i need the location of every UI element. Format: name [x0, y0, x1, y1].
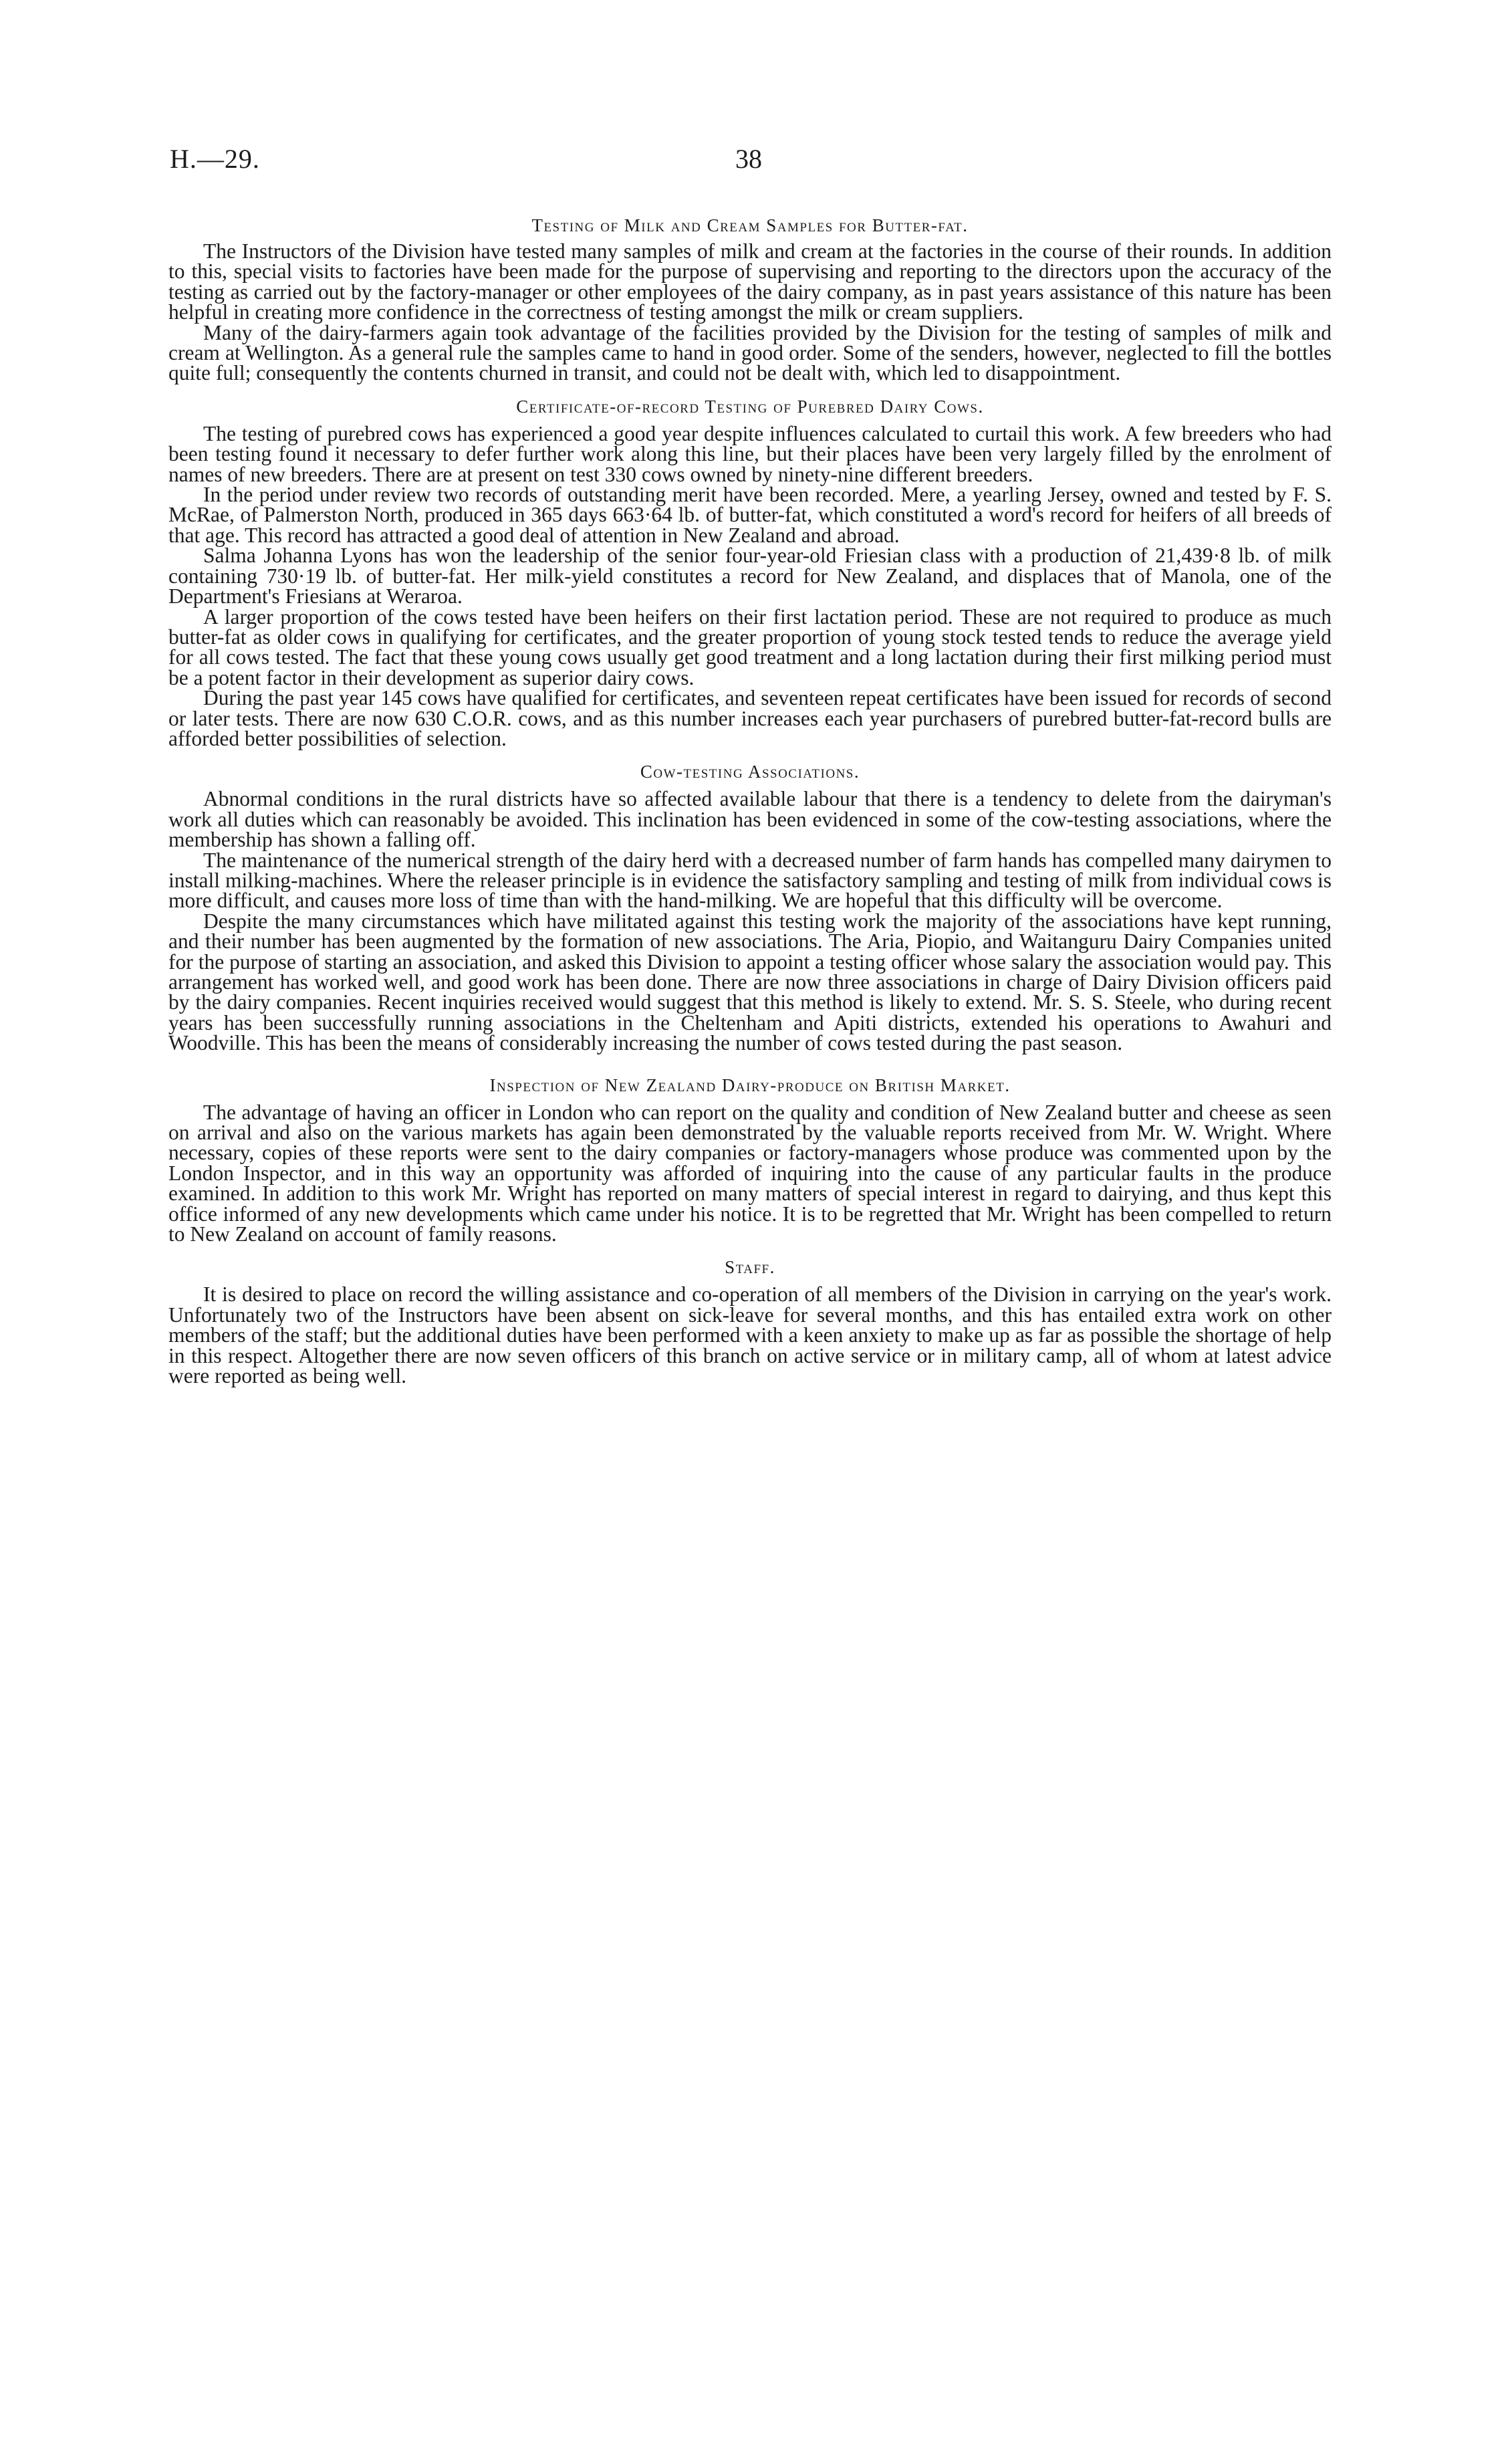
report-reference: H.—29. [170, 144, 260, 174]
section-heading-staff: Staff. [725, 1257, 775, 1278]
section-heading-inspection-british-market: Inspection of New Zealand Dairy-produce on British Market. [489, 1075, 1011, 1095]
paragraph: The advantage of having an officer in London who can report on the quality and condition of New Zealand butter and cheese as seen on arrival and also on the various markets has again been demonstrated by the valuable reports received from Mr. W. Wright. Where necessary, copies of these reports were sent to the dairy companies or factory-managers whose produce was commented upon by the London Inspector, and in this way an opportunity was afforded of inquiring into the cause of any particular faults in the produce examined. In addition to this work Mr. Wright has reported on many matters of special interest in regard to dairying, and thus kept this office informed of any new developments which came under his notice. It is to be regretted that Mr. Wright has been compelled to return to New Zealand on account of family reasons. [168, 1100, 1332, 1246]
paragraph: In the period under review two records of outstanding merit have been recorded. Mere, a yearling Jersey, owned and tested by F. S. McRae, of Palmerston North, produced in 365 days 663·64 lb. of butter-fat, which constituted a word's record for heifers of all breeds of that age. This record has attracted a good deal of attention in New Zealand and abroad. [168, 483, 1332, 547]
paragraph: Despite the many circumstances which have militated against this testing work the majority of the associations have kept running, and their number has been augmented by the formation of new associations. The Aria, Piopio, and Waitanguru Dairy Companies united for the purpose of starting an association, and asked this Division to appoint a testing officer whose salary the association would pay. This arrangement has worked well, and good work has been done. There are now three associations in charge of Dairy Division officers paid by the dairy companies. Recent inquiries received would suggest that this method is likely to extend. Mr. S. S. Steele, who during recent years has been successfully running associations in the Cheltenham and Apiti districts, extended his operations to Awahuri and Woodville. This has been the means of considerably increasing the number of cows tested during the past season. [168, 909, 1332, 1055]
paragraph: The testing of purebred cows has experienced a good year despite influences calculated to curtail this work. A few breeders who had been testing found it necessary to defer further work along this line, but their places have been very largely filled by the enrolment of names of new breeders. There are at present on test 330 cows owned by ninety-nine different breeders. [168, 421, 1332, 486]
paragraph: It is desired to place on record the willing assistance and co-operation of all members of the Division in carrying on the year's work. Unfortunately two of the Instructors have been absent on sick-leave for several months, and this has entailed extra work on other members of the staff; but the additional duties have been performed with a keen anxiety to make up as far as possible the shortage of help in this respect. Altogether there are now seven officers of this branch on active service or in military camp, all of whom at latest advice were reported as being well. [168, 1282, 1332, 1388]
section-heading-testing-samples: Testing of Milk and Cream Samples for Butter-fat. [531, 215, 969, 235]
paragraph: Many of the dairy-farmers again took advantage of the facilities provided by the Division for the testing of samples of milk and cream at Wellington. As a general rule the samples came to hand in good order. Some of the senders, however, neglected to fill the bottles quite full; consequently the contents churned in transit, and could not be dealt with, which led to disappointment. [168, 320, 1332, 385]
paragraph: A larger proportion of the cows tested have been heifers on their first lactation period. These are not required to produce as much butter-fat as older cows in qualifying for certificates, and the greater proportion of young stock tested tends to reduce the average yield for all cows tested. The fact that these young cows usually get good treatment and a long lactation during their first milking period must be a potent factor in their development as superior dairy cows. [168, 604, 1332, 689]
section-heading-cow-testing-associations: Cow-testing Associations. [640, 762, 860, 782]
paragraph: The Instructors of the Division have tested many samples of milk and cream at the factories in the course of their rounds. In addition to this, special visits to factories have been made for the purpose of supervising and reporting to the directors upon the accuracy of the testing as carried out by the factory-manager or other employees of the dairy company, as in past years assistance of this nature has been helpful in creating more confidence in the correctness of testing amongst the milk or cream suppliers. [168, 239, 1332, 324]
page-number: 38 [735, 144, 762, 174]
paragraph: Abnormal conditions in the rural districts have so affected available labour that there is a tendency to delete from the dairyman's work all duties which can reasonably be avoided. This inclination has been evidenced in some of the cow-testing associations, where the membership has shown a falling off. [168, 787, 1332, 852]
paragraph: Salma Johanna Lyons has won the leadership of the senior four-year-old Friesian class with a production of 21,439·8 lb. of milk containing 730·19 lb. of butter-fat. Her milk-yield constitutes a record for New Zealand, and displaces that of Manola, one of the Department's Friesians at Weraroa. [168, 544, 1332, 608]
body-text [168, 215, 1332, 1387]
paragraph: During the past year 145 cows have qualified for certificates, and seventeen repeat certificates have been issued for records of second or later tests. There are now 630 C.O.R. cows, and as this number increases each year purchasers of purebred butter-fat-record bulls are afforded better possibilities of selection. [168, 686, 1332, 750]
section-heading-cor-testing: Certificate-of-record Testing of Purebred Dairy Cows. [516, 396, 984, 417]
paragraph: The maintenance of the numerical strength of the dairy herd with a decreased number of farm hands has compelled many dairymen to install milking-machines. Where the releaser principle is in evidence the satisfactory sampling and testing of milk from individual cows is more difficult, and causes more loss of time than with the hand-milking. We are hopeful that this difficulty will be overcome. [168, 848, 1332, 913]
